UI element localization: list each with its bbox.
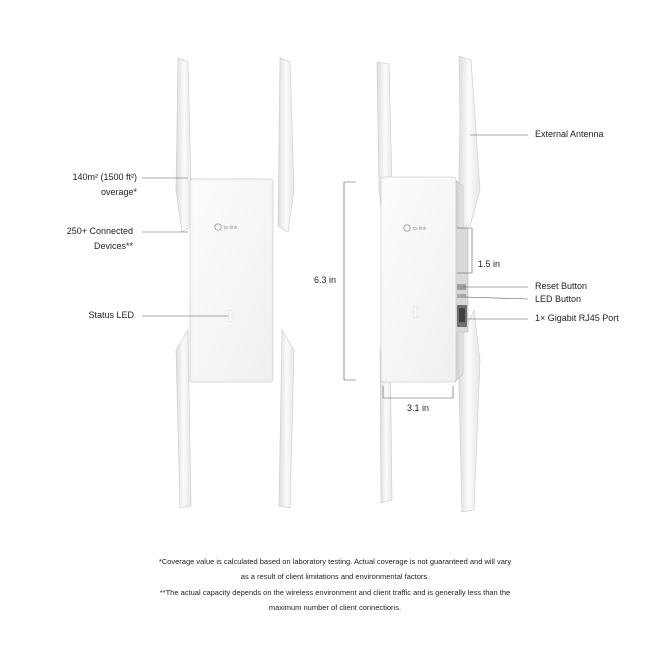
footnote-coverage-line1: *Coverage value is calculated based on laboratory testing. Actual coverage is not guaranteed and will vary [158,557,512,566]
side-view [377,56,480,512]
coverage-label-line1: 140m² (1500 ft²) [72,172,137,182]
led-button-leader [465,297,528,299]
side-status-led [414,306,417,318]
front-right-antenna-lower [279,330,294,508]
status-led-label: Status LED [88,310,134,320]
height-label: 6.3 in [313,275,336,285]
depth-label: 1.5 in [478,259,501,269]
external-antenna-label: External Antenna [535,129,604,139]
front-body [190,179,273,382]
footnote-capacity-line2: maximum number of client connections. [268,603,402,612]
width-label: 3.1 in [406,403,430,413]
devices-label-line1: 250+ Connected [66,226,133,236]
led-button-label: LED Button [535,294,582,304]
side-logo-text: tp-link [413,226,427,232]
height-bracket [344,182,356,380]
side-body [381,177,456,382]
front-status-led [229,310,232,322]
coverage-label [40,170,137,200]
front-logo-text: tp-link [224,225,238,231]
front-right-antenna-upper [278,58,294,232]
devices-label-line2: Devices** [93,241,133,251]
front-view [176,58,294,508]
port-label: 1× Gigabit RJ45 Port [535,313,619,323]
width-bracket [383,386,453,398]
coverage-label-line2: overage* [100,187,137,197]
front-left-antenna-lower [176,330,191,508]
reset-button-label: Reset Button [535,281,588,291]
footnote-coverage-line2: as a result of client limitations and environmental factors. [240,572,430,581]
footnote-capacity-line1: **The actual capacity depends on the wireless environment and client traffic and is generally less than the [159,588,511,597]
devices-label [40,224,133,254]
